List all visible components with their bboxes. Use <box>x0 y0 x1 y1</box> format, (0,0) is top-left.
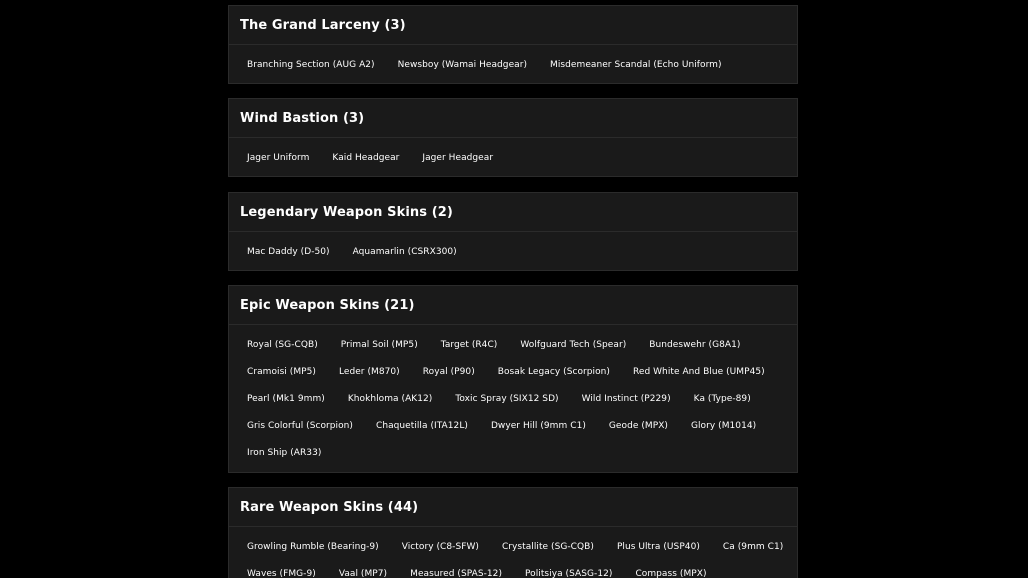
skin-item[interactable]: Bosak Legacy (Scorpion) <box>497 366 610 377</box>
item-row <box>236 533 797 560</box>
section-items <box>229 232 797 269</box>
skin-item[interactable]: Pearl (Mk1 9mm) <box>247 393 325 404</box>
skin-item[interactable]: Branching Section (AUG A2) <box>247 59 375 70</box>
skin-item[interactable]: Jager Headgear <box>422 152 494 163</box>
skin-item[interactable]: Ca (9mm C1) <box>722 541 784 552</box>
skin-item[interactable]: Wolfguard Tech (Spear) <box>520 339 627 350</box>
section-header <box>229 6 797 45</box>
item-row <box>236 560 797 578</box>
skin-item[interactable]: Crystallite (SG-CQB) <box>501 541 594 552</box>
skin-item[interactable]: Primal Soil (MP5) <box>340 339 418 350</box>
skin-item[interactable]: Mac Daddy (D-50) <box>247 246 330 257</box>
section-items <box>229 45 797 82</box>
skin-item[interactable]: Measured (SPAS-12) <box>410 568 503 578</box>
section-items <box>229 325 797 470</box>
skin-item[interactable]: Wild Instinct (P229) <box>581 393 671 404</box>
section-title: Rare Weapon Skins (44) <box>240 499 419 515</box>
skin-item[interactable]: Kaid Headgear <box>332 152 400 163</box>
section-items <box>229 527 797 578</box>
skin-item[interactable]: Politsiya (SASG-12) <box>525 568 613 578</box>
section-wind-bastion <box>228 98 798 177</box>
skin-item[interactable]: Newsboy (Wamai Headgear) <box>397 59 528 70</box>
skin-item[interactable]: Khokhloma (AK12) <box>347 393 433 404</box>
skin-item[interactable]: Leder (M870) <box>338 366 400 377</box>
skin-item[interactable]: Toxic Spray (SIX12 SD) <box>455 393 559 404</box>
section-epic-weapon-skins <box>228 285 798 473</box>
skin-item[interactable]: Growling Rumble (Bearing-9) <box>247 541 379 552</box>
section-rare-weapon-skins <box>228 487 798 578</box>
skin-item[interactable]: Aquamarlin (CSRX300) <box>352 246 457 257</box>
section-header <box>229 488 797 527</box>
skin-item[interactable]: Ka (Type-89) <box>693 393 751 404</box>
skin-item[interactable]: Royal (SG-CQB) <box>247 339 318 350</box>
item-row <box>236 238 797 265</box>
skin-item[interactable]: Royal (P90) <box>422 366 475 377</box>
section-title: Legendary Weapon Skins (2) <box>240 204 453 220</box>
skin-item[interactable]: Geode (MPX) <box>608 420 668 431</box>
skin-item[interactable]: Glory (M1014) <box>690 420 757 431</box>
skin-item[interactable]: Gris Colorful (Scorpion) <box>247 420 353 431</box>
item-row <box>236 358 797 385</box>
skin-item[interactable]: Bundeswehr (G8A1) <box>649 339 741 350</box>
section-title: Epic Weapon Skins (21) <box>240 297 415 313</box>
skin-item[interactable]: Iron Ship (AR33) <box>247 447 322 458</box>
section-items <box>229 138 797 175</box>
skin-item[interactable]: Compass (MPX) <box>635 568 707 578</box>
skin-item[interactable]: Red White And Blue (UMP45) <box>632 366 765 377</box>
section-header <box>229 193 797 232</box>
item-row <box>236 51 797 78</box>
section-legendary-weapon-skins <box>228 192 798 271</box>
section-header <box>229 99 797 138</box>
skin-item[interactable]: Victory (C8-SFW) <box>401 541 479 552</box>
item-row <box>236 412 797 439</box>
skin-item[interactable]: Target (R4C) <box>440 339 498 350</box>
section-the-grand-larceny <box>228 5 798 84</box>
skin-item[interactable]: Plus Ultra (USP40) <box>616 541 700 552</box>
item-row <box>236 144 797 171</box>
item-row <box>236 385 797 412</box>
item-row <box>236 331 797 358</box>
skin-item[interactable]: Chaquetilla (ITA12L) <box>375 420 468 431</box>
section-title: The Grand Larceny (3) <box>240 17 406 33</box>
section-title: Wind Bastion (3) <box>240 110 365 126</box>
skin-item[interactable]: Jager Uniform <box>247 152 310 163</box>
skin-item[interactable]: Vaal (MP7) <box>338 568 388 578</box>
skin-item[interactable]: Waves (FMG-9) <box>247 568 316 578</box>
skin-item[interactable]: Cramoisi (MP5) <box>247 366 316 377</box>
skin-item[interactable]: Dwyer Hill (9mm C1) <box>490 420 586 431</box>
item-row <box>236 439 797 466</box>
section-header <box>229 286 797 325</box>
skin-item[interactable]: Misdemeaner Scandal (Echo Uniform) <box>550 59 722 70</box>
